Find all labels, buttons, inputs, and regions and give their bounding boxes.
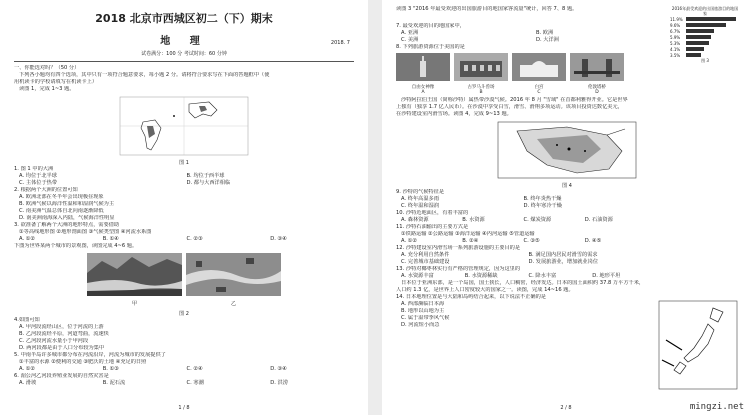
chart-bar-value: 3.5% (670, 52, 681, 58)
figure-1-caption: 图 1 (179, 160, 189, 166)
question-2: 2. 根据两个大洲的位置可知 (14, 187, 78, 193)
q13-option-a[interactable]: A. 水资源丰富 (401, 273, 434, 279)
figure-4-map (497, 121, 637, 179)
q12-option-d[interactable]: D. 发展旅游业，增加就业岗位 (528, 259, 599, 265)
photo-jia-label: 甲 (131, 301, 137, 307)
q3-option-d[interactable]: D. ③④ (270, 236, 287, 242)
q11-option-a[interactable]: A. ①② (401, 238, 418, 244)
q1-option-c[interactable]: C. 主体位于热带 (19, 180, 58, 186)
q4-option-a[interactable]: A. 甲河段流经山区，位于河流的上游 (19, 324, 104, 330)
q14-option-a[interactable]: A. 西部濒临日本海 (401, 301, 445, 307)
japan-map (658, 300, 738, 390)
chart-title: 2016年最受欢迎的出国旅游目的地国家 (671, 6, 739, 16)
q8-pic-a-label: A (421, 90, 425, 95)
q7-option-a[interactable]: A. 亚洲 (401, 30, 419, 36)
page-gap (368, 0, 382, 415)
q7-option-b[interactable]: B. 欧洲 (536, 30, 554, 36)
q8-pic-d-label: D (595, 90, 599, 95)
q4-option-c[interactable]: C. 乙河段河流水量小于甲河段 (19, 338, 89, 344)
exam-subject: 地 理 (160, 36, 208, 47)
photo-yi-label: 乙 (230, 301, 236, 307)
figure-2-caption: 图 2 (179, 311, 189, 317)
q2-option-d[interactable]: D. 南美洲南海深入内陆，气候海洋性明显 (19, 215, 115, 221)
page-2-number: 2 / 8 (560, 405, 572, 411)
colosseum-icon (454, 53, 508, 81)
q14-option-b[interactable]: B. 地形以山地为主 (401, 308, 445, 314)
q13-option-c[interactable]: C. 降水丰富 (528, 273, 557, 279)
q9-option-b[interactable]: B. 终年炎热干燥 (523, 196, 562, 202)
passage-line-2: 上独有（独享 1.7 亿人民币）。在沙漠中享受白雪，滑雪、滑翔多项运动。该项目投资达数亿美元， (396, 104, 623, 110)
chart-caption: 图 3 (701, 58, 709, 63)
passage-japan-2: 人口约 1.3 亿，是世界上人口密度较大的国家之一。读图，完成 14~16 题。 (396, 287, 574, 293)
question-5: 5. 中南半岛许多城市都分布在河流沿岸，河流为城市的发展提供了 (14, 352, 166, 358)
river-plain-photo (186, 253, 281, 296)
q5-option-c[interactable]: C. ②④ (186, 366, 203, 372)
exam-page-1 (0, 0, 368, 415)
q6-option-a[interactable]: A. 滑坡 (19, 380, 37, 386)
q9-option-a[interactable]: A. 终年高温多雨 (401, 196, 439, 202)
passage-line-3: 在沙特建设室内滑雪场。读图 4，完成 9~13 题。 (396, 111, 512, 117)
q8-pic-a-name: 自由女神像 (411, 85, 435, 90)
question-9: 9. 沙特的气候特征是 (396, 189, 445, 195)
chart-bar-value: 11.9% (670, 16, 683, 22)
photo-yi (186, 253, 281, 307)
q3-option-a[interactable]: A. ①② (19, 236, 36, 242)
instructions-line-1: 下列各小题均有四个选项，其中只有一项符合题意要求，每小题 2 分。请将符合要求写在下面的答题框中（使 (19, 72, 270, 78)
japan-map-sketch (658, 300, 738, 390)
q10-option-a[interactable]: A. 森林资源 (401, 217, 429, 223)
q8-pic-b-name: 古罗马斗兽场 (467, 85, 495, 90)
tower-bridge-icon (570, 53, 624, 81)
q10-option-d[interactable]: D. 石油资源 (584, 217, 613, 223)
q14-option-d[interactable]: D. 河流短小而急 (401, 322, 440, 328)
section-heading: 一、你能选对吗？（50 分） (14, 65, 80, 71)
intro-text: 读图 1，完成 1~3 题。 (19, 86, 75, 92)
q3-statements: ①等高线地形图 ②地形剖面图 ③气候类型图 ④河流水系图 (19, 229, 152, 235)
passage-japan-1: 日本位于亚洲东部，是一个岛国，国土狭长，人口稠密，经济发达。日本的国土面积约 37.8 万平方千米， (401, 280, 645, 286)
q6-option-b[interactable]: B. 泥石流 (102, 380, 126, 386)
question-12: 12. 沙特建设室内滑雪场一系列旅游设施的主要目的是 (396, 245, 521, 251)
q14-option-c[interactable]: C. 属于温带季风气候 (401, 315, 450, 321)
chart-bar-value: 4.1% (670, 46, 681, 52)
q5-option-a[interactable]: A. ①② (19, 366, 36, 372)
river-valley-photo (87, 253, 182, 296)
q10-option-b[interactable]: B. 水资源 (462, 217, 485, 223)
chart-bar (686, 41, 709, 45)
saudi-arabia-map (497, 121, 637, 179)
question-4: 4.如图可知 (14, 317, 40, 323)
figure-1-map (119, 96, 249, 156)
q9-option-c[interactable]: C. 终年温和湿润 (401, 203, 440, 209)
exam-score-time: 试卷满分：100 分 考试时间：60 分钟 (141, 51, 227, 57)
q3-option-b[interactable]: B. ①④ (102, 236, 119, 242)
q2-option-b[interactable]: B. 欧洲气候以海洋性温和和湿润气候为主 (19, 201, 115, 207)
white-house-icon (512, 53, 566, 81)
q4-option-b[interactable]: B. 乙河段流经平原，河道弯曲，流速快 (19, 331, 109, 337)
question-13: 13. 沙特对椰枣林实行有严格的管理规定，因为这里的 (396, 266, 521, 272)
q10-option-c[interactable]: C. 煤炭资源 (523, 217, 552, 223)
q5-option-b[interactable]: B. ①③ (102, 366, 119, 372)
q12-option-b[interactable]: B. 满足国内居民对滑雪的需求 (528, 252, 598, 258)
q3-option-c[interactable]: C. ②③ (186, 236, 203, 242)
chart-bar-value: 6.7% (670, 28, 681, 34)
q8-pic-c-name: 白宫 (534, 85, 544, 90)
question-6: 6. 湄公河乙河段养殖业发展的自然灾害是 (14, 373, 109, 379)
q5-statements: ①丰富的水源 ②便利的交通 ③肥沃的土地 ④充足的日照 (19, 359, 147, 365)
figure-2-photos (14, 253, 354, 307)
instructions-line-2: 用机读卡的学校请填写在机读卡上） (14, 79, 98, 85)
q2-option-a[interactable]: A. 欧洲北部在冬半年会出现极昼现象 (19, 194, 104, 200)
q5-option-d[interactable]: D. ③④ (270, 366, 287, 372)
chart-bar-value: 9.6% (670, 22, 681, 28)
q12-option-a[interactable]: A. 充分利用自然条件 (401, 252, 450, 258)
chart-bar (686, 53, 701, 57)
q13-option-b[interactable]: B. 水资源稀缺 (464, 273, 498, 279)
q4-option-d[interactable]: D. 两河段都是由于人口分布较为集中 (19, 345, 105, 351)
question-11: 11. 沙特石油输出的主要方式是 (396, 224, 469, 230)
passage-line-1: 沙特阿拉伯王国（简称沙特）属热带沙漠气候。2016 年 8 月 "雪域" 在首都利雅得开业。它是世界 (401, 97, 628, 103)
exam-page-2 (382, 0, 750, 415)
exam-title: 2018 北京市西城区初二（下）期末 (95, 12, 273, 25)
q7-option-c[interactable]: C. 美洲 (401, 37, 419, 43)
intro-text-2: 下图为世界某两个城市的景观图，读图完成 4~6 题。 (14, 243, 138, 249)
q11-option-c[interactable]: C. ③⑤ (523, 238, 540, 244)
q1-option-b[interactable]: B. 均位于西半球 (186, 173, 225, 179)
question-8: 8. 下列旅游资源位于美国的是 (396, 44, 465, 50)
q1-option-a[interactable]: A. 均位于北半球 (19, 173, 57, 179)
question-3: 3. 欲准备了解两个大洲的地形特点，需要借助 (14, 222, 120, 228)
q8-pic-a[interactable] (396, 53, 450, 95)
q12-option-c[interactable]: C. 完善城市基础建设 (401, 259, 450, 265)
q8-pic-c[interactable] (512, 53, 566, 95)
question-1: 1. 图 1 中的大洲 (14, 166, 54, 172)
chart-bar (686, 17, 736, 21)
q6-option-c[interactable]: C. 寒潮 (186, 380, 204, 386)
q2-option-c[interactable]: C. 南美洲气温总体自北向南逐渐降低 (19, 208, 104, 214)
question-7: 7. 最受欢迎的目的地国家中， (396, 23, 465, 29)
world-map-sketch (119, 96, 249, 156)
q8-pic-b[interactable] (454, 53, 508, 95)
q11-option-d[interactable]: D. ④⑤ (584, 238, 602, 244)
q1-option-d[interactable]: D. 都与大西洋相临 (186, 180, 231, 186)
chart-bar (686, 23, 726, 27)
figure-3-bar-chart (670, 6, 740, 63)
chart-bar (686, 35, 711, 39)
q9-option-d[interactable]: D. 终年寒冷干燥 (523, 203, 562, 209)
chart-bar (686, 29, 714, 33)
chart-bar-value: 5.9% (670, 34, 681, 40)
exam-date: 2018. 7 (330, 40, 350, 46)
site-watermark: mingzi.net (689, 402, 744, 412)
q6-option-d[interactable]: D. 洪涝 (270, 380, 288, 386)
divider (14, 61, 354, 62)
intro-text-3: 读图 3 "2016 年最受欢迎的出国旅游目的地国家客流量"统计，回答 7、8 题。 (396, 6, 578, 12)
q8-pic-d[interactable] (570, 53, 624, 95)
q11-statements: ①铁路运输 ②公路运输 ③海洋运输 ④内河运输 ⑤管道运输 (401, 231, 535, 237)
chart-bars (670, 16, 740, 58)
chart-bar-value: 5.3% (670, 40, 681, 46)
q11-option-b[interactable]: B. ②④ (462, 238, 479, 244)
question-14: 14. 日本地理位置是与大陆和岛屿结合起来，以下说法不正确的是 (396, 294, 546, 300)
q7-option-d[interactable]: D. 大洋洲 (536, 37, 559, 43)
photo-jia (87, 253, 182, 307)
question-10: 10. 沙特近地面区，有着丰富的 (396, 210, 469, 216)
q8-pic-d-name: 伦敦塔桥 (588, 85, 606, 90)
q8-pic-b-label: B (479, 90, 483, 95)
q13-option-d[interactable]: D. 地形平坦 (592, 273, 621, 279)
figure-4-caption: 图 4 (562, 183, 572, 189)
page-1-number: 1 / 8 (178, 405, 190, 411)
chart-bar (686, 47, 704, 51)
q8-pic-c-label: C (537, 90, 541, 95)
statue-of-liberty-icon (396, 53, 450, 81)
